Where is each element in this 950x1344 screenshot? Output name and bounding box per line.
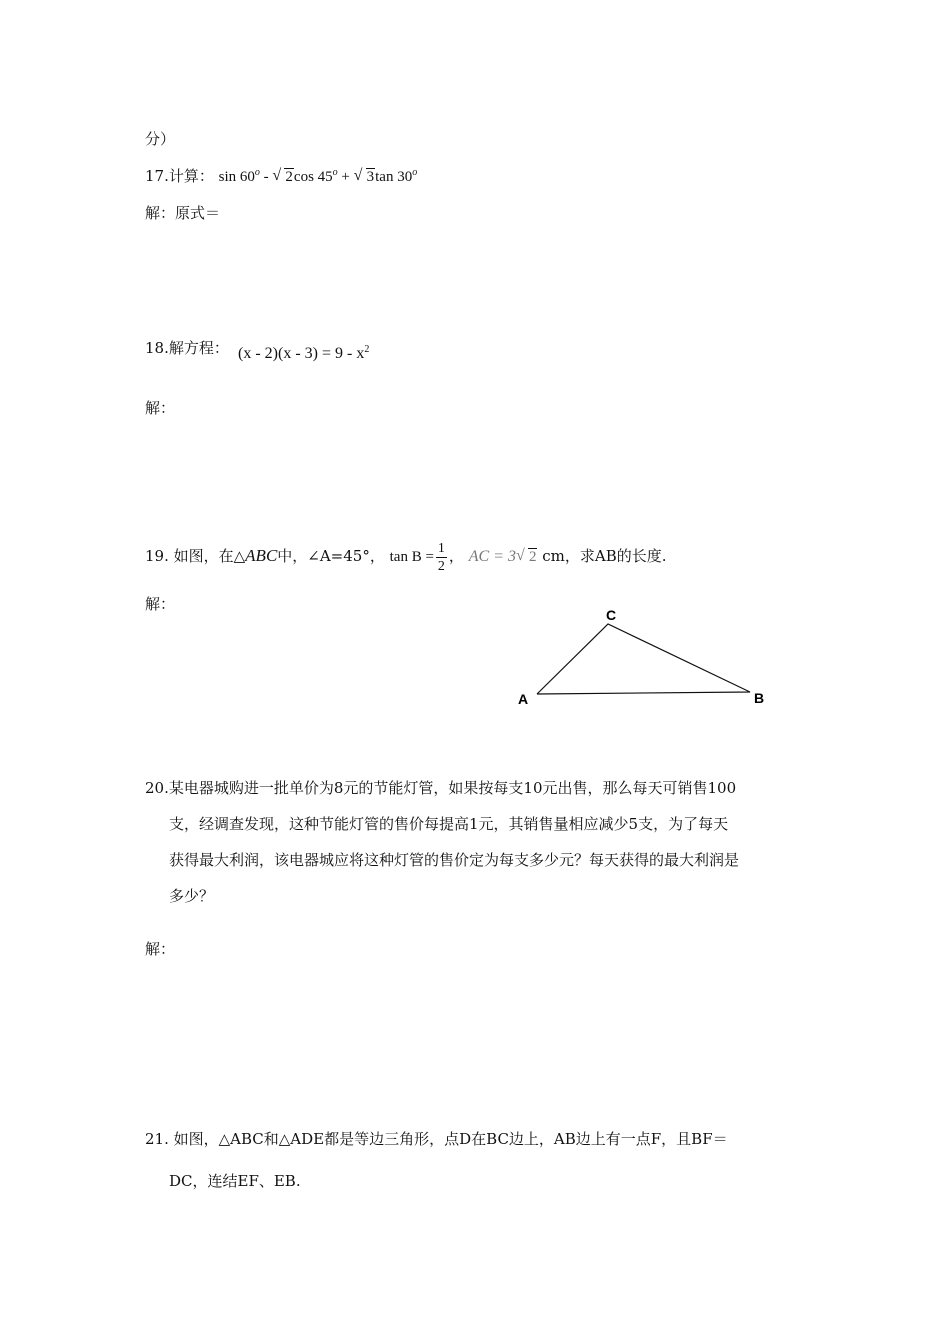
triangle-abc: ABC (245, 545, 278, 565)
q17-line (145, 165, 417, 186)
q21-line-1: 21. 如图，△ABC和△ADE都是等边三角形，点D在BC边上，AB边上有一点F，且BF＝ (145, 1130, 728, 1148)
sqrt-2: √ 2 (274, 169, 294, 186)
ac-expression: AC = 3 (468, 547, 516, 565)
q17-expression (219, 169, 418, 185)
exponent: 2 (364, 344, 370, 355)
degree-mark: o (412, 167, 418, 178)
q20-answer: 解： (145, 940, 176, 958)
vertex-c-label: C (606, 607, 617, 623)
q18-expression (238, 344, 369, 363)
tan-b-expression: tan B = $\frac{1}{2}$ (389, 541, 445, 574)
q19-angle: 中，∠A=45°， (277, 546, 385, 565)
q17-label: 17.计算： (145, 167, 214, 185)
q19-suffix: cm，求AB的长度. (542, 546, 667, 565)
degree-mark: o (254, 167, 260, 178)
q18-label: 18.解方程： (145, 339, 229, 357)
q19-answer: 解： (145, 595, 176, 613)
sqrt-3: √ 3 (356, 169, 376, 186)
header-fragment: 分） (145, 130, 176, 148)
q17-answer: 解：原式＝ (145, 204, 221, 222)
vertex-b-label: B (754, 690, 765, 706)
cos-term: cos 45 (293, 169, 333, 185)
comma: ， (448, 546, 464, 565)
sin-term: sin 60 (218, 169, 255, 185)
q20-line-4: 多少？ (169, 887, 215, 905)
q18-answer: 解： (145, 399, 176, 417)
equation: (x - 2)(x - 3) = 9 - x (238, 345, 365, 362)
q20-paragraph (145, 770, 810, 914)
plus-sign: + (341, 169, 350, 185)
q19-line (145, 540, 667, 575)
sqrt-2: √ 2 (518, 549, 538, 566)
q20-line-1: 20.某电器城购进一批单价为8元的节能灯管，如果按每支10元出售，那么每天可销售100 (145, 779, 737, 797)
q19-prefix: 19. 如图，在△ (145, 546, 246, 565)
degree-mark: o (332, 167, 338, 178)
minus-sign: - (263, 169, 269, 185)
q21-line-2: DC，连结EF、EB. (169, 1172, 301, 1190)
vertex-a-label: A (518, 691, 529, 707)
q20-line-3: 获得最大利润，该电器城应将这种灯管的售价定为每支多少元？每天获得的最大利润是 (169, 851, 740, 869)
q21-paragraph (145, 1118, 810, 1202)
tan-term: tan 30 (375, 169, 413, 185)
triangle-figure (510, 600, 790, 715)
fraction-one-half: $\frac{1}{2}$ (437, 541, 445, 574)
triangle-outline (537, 624, 750, 694)
q20-line-2: 支，经调查发现，这种节能灯管的售价每提高1元，其销售量相应减少5支，为了每天 (169, 815, 729, 833)
